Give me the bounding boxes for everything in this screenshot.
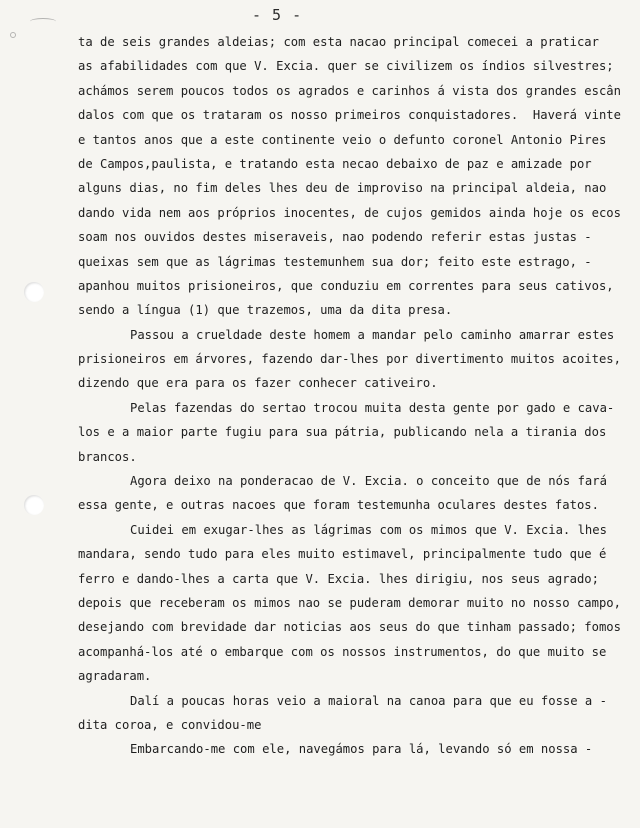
text-line: Embarcando-me com ele, navegámos para lá, levando só em nossa - [130, 742, 593, 757]
text-line: Cuidei em exugar-lhes as lágrimas com os mimos que V. Excia. lhes [130, 522, 607, 537]
paragraph [78, 30, 630, 323]
text-line: desejando com brevidade dar noticias aos seus do que tinham passado; fomos [78, 620, 621, 635]
text-line: mandara, sendo tudo para eles muito estimavel, principalmente tudo que é [78, 547, 607, 562]
page-number: - 5 - [252, 6, 303, 24]
text-line: dalos com que os trataram os nosso primeiros conquistadores. Haverá vinte [78, 108, 621, 123]
text-line: prisioneiros em árvores, fazendo dar-lhes por divertimento muitos acoites, [78, 352, 621, 367]
paragraph [78, 518, 630, 689]
punch-hole [24, 495, 44, 515]
text-line: apanhou muitos prisioneiros, que conduziu em correntes para seus cativos, [78, 278, 614, 293]
text-line: e tantos anos que a este continente veio o defunto coronel Antonio Pires [78, 132, 607, 147]
paragraph [78, 396, 630, 469]
paragraph [78, 737, 630, 761]
text-line: ta de seis grandes aldeias; com esta nacao principal comecei a praticar [78, 35, 599, 49]
text-line: achámos serem poucos todos os agrados e carinhos á vista dos grandes escân [78, 83, 621, 98]
text-line: alguns dias, no fim deles lhes deu de improviso na principal aldeia, nao [78, 181, 607, 196]
paragraph [78, 469, 630, 518]
text-line: dizendo que era para os fazer conhecer cativeiro. [78, 376, 438, 391]
text-line: brancos. [78, 449, 137, 464]
text-line: dando vida nem aos próprios inocentes, de cujos gemidos ainda hoje os ecos [78, 205, 621, 220]
text-line: los e a maior parte fugiu para sua pátria, publicando nela a tirania dos [78, 425, 607, 440]
ink-mark [30, 18, 56, 25]
text-line: Passou a crueldade deste homem a mandar pelo caminho amarrar estes [130, 327, 615, 342]
text-line: as afabilidades com que V. Excia. quer se civilizem os índios silvestres; [78, 59, 614, 74]
text-line: depois que receberam os mimos nao se puderam demorar muito no nosso campo, [78, 595, 621, 610]
paragraph [78, 689, 630, 738]
text-line: dita coroa, e convidou-me [78, 717, 262, 732]
text-line: ferro e dando-lhes a carta que V. Excia. lhes dirigiu, nos seus agrado; [78, 571, 599, 586]
text-line: essa gente, e outras nacoes que foram testemunha oculares destes fatos. [78, 498, 599, 513]
text-line: de Campos,paulista, e tratando esta necao debaixo de paz e amizade por [78, 156, 592, 171]
punch-hole [24, 282, 44, 302]
document-body [78, 30, 630, 762]
ink-dot [10, 32, 16, 38]
text-line: sendo a língua (1) que trazemos, uma da dita presa. [78, 303, 453, 318]
text-line: Pelas fazendas do sertao trocou muita desta gente por gado e cava- [130, 400, 615, 415]
text-line: Dalí a poucas horas veio a maioral na canoa para que eu fosse a - [130, 693, 607, 708]
text-line: soam nos ouvidos destes miseraveis, nao podendo referir estas justas - [78, 230, 592, 245]
text-line: Agora deixo na ponderacao de V. Excia. o conceito que de nós fará [130, 474, 607, 489]
paragraph [78, 323, 630, 396]
text-line: acompanhá-los até o embarque com os nossos instrumentos, do que muito se [78, 644, 607, 659]
text-line: queixas sem que as lágrimas testemunhem sua dor; feito este estrago, - [78, 254, 592, 269]
text-line: agradaram. [78, 669, 152, 684]
